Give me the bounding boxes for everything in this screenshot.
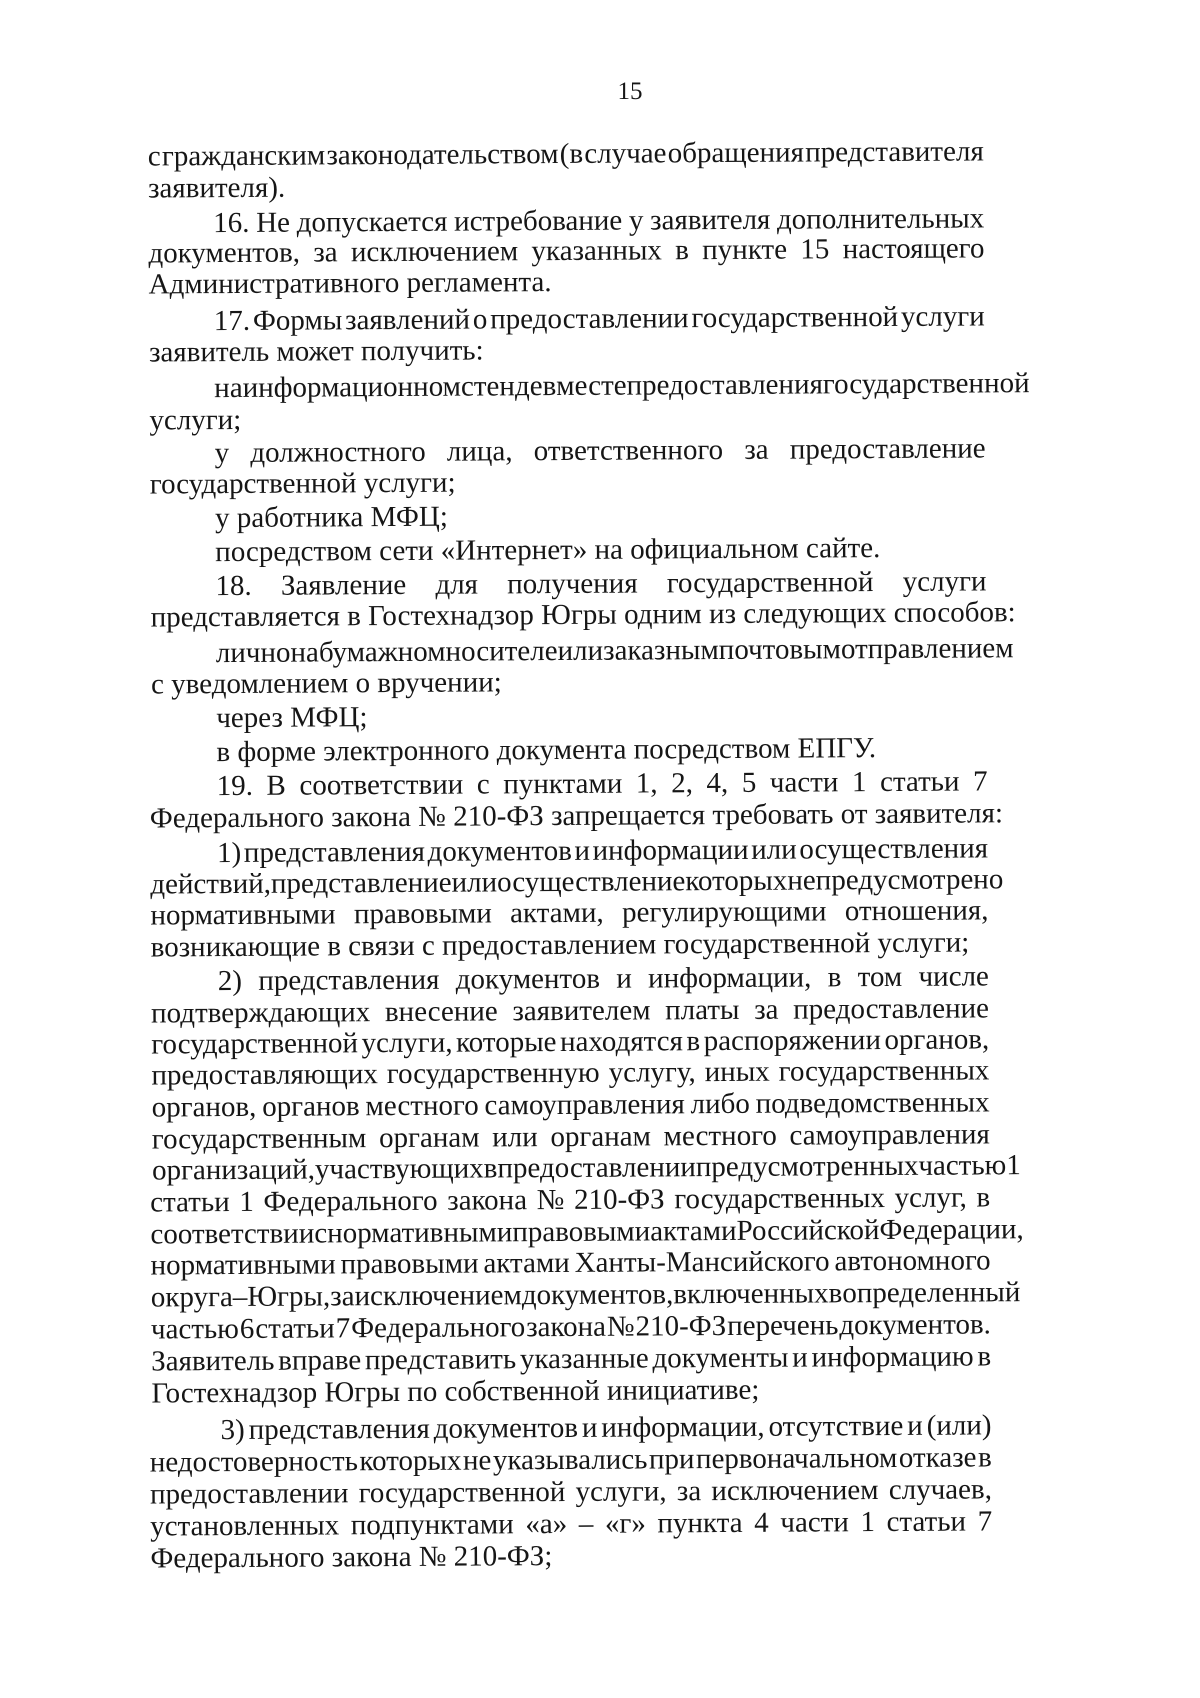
word: № — [606, 1310, 635, 1343]
word: на — [290, 636, 319, 669]
word: государственной — [691, 300, 899, 335]
word: предоставление — [793, 992, 990, 1026]
word: отношения, — [844, 894, 989, 928]
text-line — [215, 631, 1014, 670]
word: предоставлении — [149, 1477, 349, 1511]
word: представителя — [805, 135, 984, 169]
word: государственной — [822, 367, 1030, 401]
word: бумажном — [318, 635, 446, 669]
word: представления — [243, 835, 426, 869]
word: за — [313, 236, 338, 269]
word: 4 — [754, 1506, 769, 1539]
word: и — [907, 1409, 923, 1442]
word: определенный — [842, 1276, 1021, 1310]
word: пунктами — [503, 767, 623, 801]
word: заявлений — [344, 303, 471, 337]
text-line: с уведомлением о вручении; — [150, 666, 502, 701]
text-line — [148, 134, 984, 173]
word: 19. — [216, 769, 254, 803]
word: 7 — [977, 1505, 993, 1538]
word: нормативными — [150, 1248, 336, 1282]
word: В — [266, 769, 286, 802]
word: статьи — [150, 1186, 230, 1219]
word: о — [472, 303, 488, 336]
word: должностного — [250, 435, 426, 469]
word: которых — [359, 1444, 462, 1478]
word: находятся — [559, 1025, 683, 1059]
word: Не — [256, 206, 291, 239]
word: 15 — [800, 233, 830, 266]
text-line: через МФЦ; — [216, 701, 368, 735]
word: месте — [556, 369, 627, 403]
word: самоуправления — [789, 1118, 990, 1152]
word: местного — [663, 1119, 777, 1153]
word: за — [330, 1280, 355, 1313]
word: законодательством — [326, 137, 559, 172]
word: Заявитель — [151, 1344, 275, 1378]
word: истребование — [454, 204, 623, 238]
word: в — [483, 1152, 498, 1185]
word: 210-ФЗ — [573, 1183, 665, 1216]
text-line — [214, 299, 985, 338]
word: предоставление — [789, 432, 986, 466]
word: ответственного — [533, 433, 724, 468]
word: и — [581, 1411, 598, 1444]
word: автономного — [834, 1244, 991, 1278]
word: услуги, — [575, 1475, 667, 1508]
word: части — [780, 1506, 849, 1539]
word: лично — [215, 636, 291, 670]
word: или — [751, 833, 797, 866]
word: услуги — [902, 565, 987, 598]
word: исключением — [350, 235, 519, 269]
word: закона — [447, 1184, 528, 1217]
word: участвующих — [314, 1152, 484, 1186]
word: указанных — [531, 234, 662, 268]
word: представления — [248, 1412, 430, 1446]
word: государственную — [386, 1056, 600, 1091]
word: 18. — [215, 569, 252, 603]
word: государственных — [674, 1182, 886, 1216]
word: за — [744, 433, 769, 466]
word: округа — [150, 1281, 233, 1314]
text-line — [148, 231, 984, 270]
word: – — [232, 1280, 248, 1314]
word: первоначальном — [695, 1441, 898, 1476]
word: № — [536, 1183, 565, 1217]
word: или — [451, 866, 498, 899]
word: которые — [456, 1026, 557, 1059]
word: недостоверность — [149, 1445, 358, 1479]
word: либо — [690, 1087, 750, 1121]
word: представить — [364, 1343, 517, 1377]
word: обращения — [667, 136, 805, 170]
word: органам — [550, 1120, 652, 1154]
text-line: у работника МФЦ; — [214, 500, 448, 535]
word: 210-ФЗ — [635, 1309, 727, 1343]
word: у — [628, 204, 644, 237]
word: частью — [918, 1149, 1007, 1182]
word: закона — [526, 1310, 607, 1344]
word: допускается — [296, 205, 448, 239]
word: Югры, — [247, 1280, 331, 1313]
word: гражданским — [161, 139, 326, 173]
word: или — [557, 634, 604, 668]
word: предоставлении — [497, 1151, 696, 1185]
word: заявителя — [649, 203, 771, 237]
word: Заявление — [280, 568, 407, 602]
word: 7 — [335, 1312, 351, 1345]
word: органов — [262, 1090, 360, 1123]
word: за — [754, 993, 779, 1026]
word: предоставляющих — [151, 1058, 378, 1092]
text-line: заявителя). — [147, 171, 286, 205]
word: правовыми — [512, 1215, 651, 1249]
word: указывались — [492, 1443, 648, 1477]
word: органов, — [884, 1023, 990, 1057]
text-line: Административного регламента. — [148, 266, 552, 301]
text-line — [150, 1504, 992, 1543]
word: в — [827, 961, 842, 994]
word: заказным — [602, 634, 719, 667]
word: в — [675, 234, 689, 267]
word: 6 — [239, 1312, 255, 1345]
word: получения — [507, 567, 638, 601]
word: случае — [584, 137, 667, 170]
word: документов, — [521, 1278, 674, 1312]
word: иных — [704, 1055, 770, 1089]
word: правовыми — [353, 897, 492, 931]
text-line: Федерального закона № 210-ФЗ; — [150, 1540, 553, 1575]
text-line — [151, 1339, 991, 1378]
word: и — [616, 962, 632, 995]
word: на — [214, 371, 243, 405]
word: при — [648, 1443, 695, 1476]
word: регулирующими — [621, 895, 827, 929]
word: Ханты-Мансийского — [574, 1245, 830, 1279]
word: 1) — [216, 836, 242, 870]
word: (или) — [926, 1409, 992, 1442]
word: пункте — [702, 233, 788, 267]
word: частью — [150, 1312, 240, 1346]
word: установленных — [150, 1509, 340, 1543]
word: подведомственных — [755, 1086, 990, 1120]
word: (в — [559, 137, 584, 170]
word: части — [769, 766, 839, 799]
word: с — [314, 1217, 328, 1250]
word: государственным — [151, 1122, 367, 1156]
word: в — [977, 1340, 992, 1373]
word: актами, — [510, 896, 604, 930]
word: актами — [650, 1214, 737, 1248]
word: дополнительных — [776, 202, 985, 236]
word: 16. — [213, 206, 250, 240]
word: Федерации, — [879, 1213, 1024, 1247]
word: предоставления — [626, 368, 823, 402]
word: включенных — [673, 1277, 829, 1311]
text-line: Федерального закона № 210-ФЗ запрещается требовать от заявителя: — [149, 797, 1004, 835]
text-line: возникающие в связи с предоставлением государственной услуги; — [150, 926, 970, 964]
word: нормативными — [150, 898, 336, 932]
word: 1 — [239, 1185, 254, 1218]
word: настоящего — [842, 232, 985, 266]
word: 1 — [1006, 1149, 1021, 1182]
text-line: посредством сети «Интернет» на официальном сайте. — [215, 532, 881, 569]
word: отправлением — [840, 632, 1014, 666]
word: Формы — [252, 304, 343, 337]
word: распоряжении — [703, 1024, 882, 1058]
word: 1 — [860, 1506, 876, 1539]
word: информации, — [648, 961, 812, 995]
word: предусмотрено — [815, 863, 1004, 897]
word: статьи — [879, 765, 960, 799]
word: услуги — [900, 300, 985, 333]
word: подпунктами — [350, 1508, 514, 1542]
word: носителе — [445, 635, 558, 668]
word: 2) — [217, 964, 243, 998]
text-line: услуги; — [149, 403, 242, 437]
word: государственной — [151, 1027, 359, 1061]
word: «г» — [604, 1507, 646, 1540]
word: подтверждающих — [150, 996, 371, 1030]
word: 1, — [635, 767, 658, 800]
text-line: Гостехнадзор Югры по собственной инициативе; — [151, 1373, 760, 1410]
word: или — [492, 1121, 538, 1154]
word: документов. — [839, 1308, 991, 1342]
word: 4, — [706, 766, 729, 800]
word: Федерального — [263, 1184, 438, 1218]
word: для — [435, 568, 479, 601]
word: представление — [270, 866, 452, 900]
word: услугу, — [608, 1056, 696, 1089]
word: документов — [427, 834, 572, 868]
word: за — [676, 1475, 702, 1508]
word: самоуправления — [484, 1088, 685, 1122]
word: случаев, — [888, 1473, 993, 1507]
word: и — [574, 834, 591, 867]
word: услуг, — [894, 1181, 967, 1214]
document-body — [0, 133, 1196, 1575]
word: в — [542, 370, 557, 403]
word: информацию — [811, 1340, 974, 1374]
word: указанные — [519, 1342, 649, 1376]
word: соответствии — [299, 768, 464, 802]
word: отсутствие — [768, 1409, 904, 1443]
word: 3) — [220, 1413, 245, 1447]
word: документов — [455, 962, 601, 996]
word: в — [686, 1025, 701, 1058]
word: перечень — [727, 1309, 839, 1342]
word: предусмотренных — [695, 1149, 919, 1184]
word: числе — [918, 960, 989, 993]
word: и — [792, 1341, 808, 1374]
word: том — [857, 960, 903, 994]
word: нормативными — [327, 1216, 513, 1250]
word: заявителем — [512, 994, 651, 1028]
word: 17. — [213, 304, 251, 338]
word: предоставлении — [490, 302, 689, 336]
word: статьи — [255, 1312, 335, 1345]
word: в — [828, 1277, 843, 1310]
word: 5 — [741, 766, 757, 799]
word: актами — [483, 1246, 570, 1280]
word: услуги, — [361, 1026, 453, 1060]
word: в — [976, 1181, 991, 1214]
word: Федерального — [351, 1311, 526, 1345]
word: с — [147, 140, 161, 173]
word: «а» — [525, 1507, 568, 1541]
word: документов — [433, 1411, 579, 1445]
word: Российской — [736, 1214, 880, 1247]
word: не — [787, 864, 816, 897]
word: – — [578, 1507, 594, 1540]
word: местного — [365, 1089, 479, 1123]
word: стенде — [460, 370, 543, 403]
word: пункта — [657, 1506, 743, 1540]
word: документы — [652, 1341, 789, 1375]
word: документов, — [148, 236, 301, 270]
page-number: 15 — [617, 78, 643, 105]
word: государственной — [358, 1475, 566, 1510]
word: почтовым — [718, 633, 842, 667]
word: 7 — [972, 765, 988, 798]
word: у — [214, 437, 230, 470]
word: с — [476, 768, 490, 801]
word: информации — [592, 833, 749, 867]
word: в — [977, 1441, 992, 1474]
word: государственных — [778, 1054, 990, 1088]
word: статьи — [886, 1505, 967, 1539]
word: правовыми — [340, 1247, 479, 1281]
text-line: представляется в Гостехнадзор Югры одним из следующих способов: — [150, 596, 1016, 634]
text-line: в форме электронного документа посредством ЕПГУ. — [216, 732, 877, 769]
word: платы — [665, 993, 740, 1027]
word: органам — [378, 1121, 480, 1155]
word: исключением — [354, 1279, 522, 1313]
word: соответствии — [150, 1217, 315, 1251]
word: 1 — [851, 766, 867, 799]
word: осуществления — [799, 832, 989, 866]
word: 2, — [671, 767, 694, 800]
word: вправе — [278, 1344, 362, 1377]
word: осуществление — [496, 865, 686, 899]
word: организаций, — [151, 1153, 316, 1187]
word: информации, — [601, 1410, 765, 1444]
word: отказе — [898, 1441, 977, 1474]
word: информационном — [242, 370, 462, 404]
word: лица, — [446, 435, 513, 468]
word: исключением — [711, 1474, 879, 1508]
text-line — [215, 431, 986, 470]
word: органов, — [151, 1090, 257, 1124]
word: внесение — [384, 995, 498, 1029]
word: государственной — [666, 566, 874, 600]
word: не — [462, 1444, 492, 1477]
text-line: государственной услуги; — [149, 466, 456, 501]
word: действий, — [150, 867, 272, 901]
word: которых — [685, 864, 788, 898]
text-line — [214, 366, 1030, 405]
word: представления — [258, 963, 440, 997]
text-line: заявитель может получить: — [148, 334, 484, 369]
